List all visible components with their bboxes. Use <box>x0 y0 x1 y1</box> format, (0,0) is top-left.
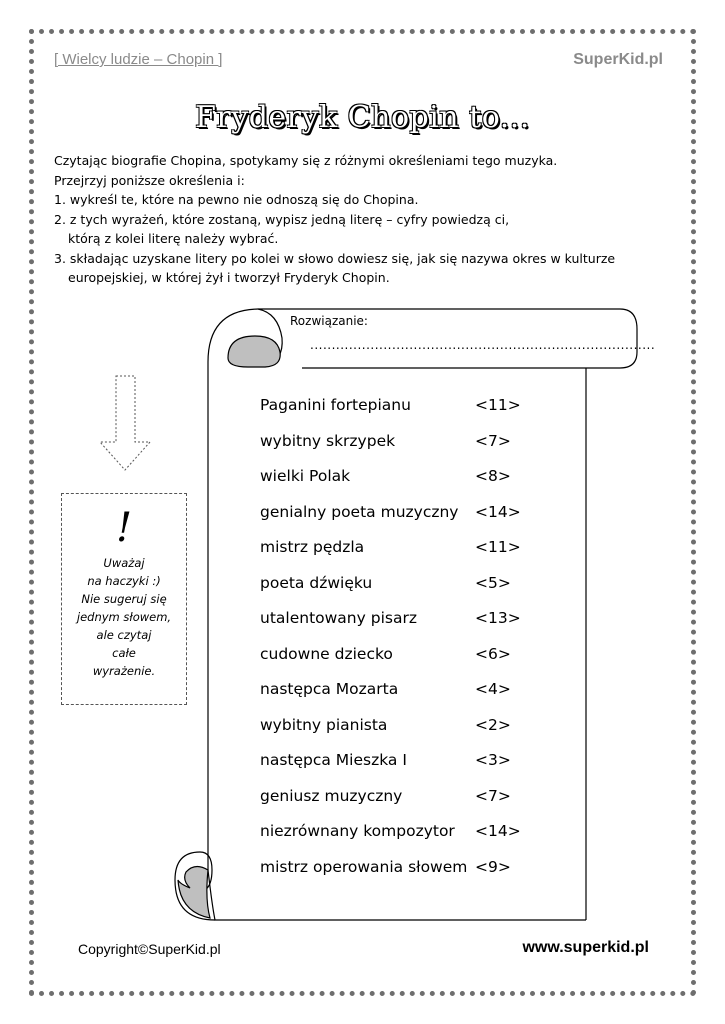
term: mistrz operowania słowem <box>260 857 468 876</box>
copyright: Copyright©SuperKid.pl <box>78 941 221 957</box>
letter-index: <9> <box>475 857 511 876</box>
term: niezrównany kompozytor <box>260 822 455 840</box>
letter-index: <5> <box>475 573 511 592</box>
series-link[interactable]: [ Wielcy ludzie – Chopin ] <box>54 51 223 68</box>
letter-index: <7> <box>475 431 511 450</box>
warning-line: Uważaj <box>103 556 145 570</box>
term: poeta dźwięku <box>260 573 373 592</box>
list-item[interactable] <box>260 751 550 781</box>
term: Paganini fortepianu <box>260 396 411 414</box>
term: mistrz pędzla <box>260 538 365 556</box>
list-item[interactable] <box>260 716 550 746</box>
term: cudowne dziecko <box>260 644 393 663</box>
list-item[interactable] <box>260 503 550 533</box>
term: następca Mozarta <box>260 680 399 698</box>
term: wybitny pianista <box>260 715 388 734</box>
letter-index: <14> <box>475 822 521 840</box>
letter-index: <4> <box>475 680 511 698</box>
page-title: Fryderyk Chopin to... <box>195 100 530 135</box>
term: genialny poeta muzyczny <box>260 502 459 521</box>
letter-index: <13> <box>475 609 521 627</box>
list-item[interactable] <box>260 432 550 462</box>
solution-label: Rozwiązanie: <box>290 314 368 328</box>
list-item[interactable] <box>260 396 550 426</box>
exclamation-icon: ! <box>115 505 133 551</box>
letter-index: <2> <box>475 715 511 734</box>
instruction-step-2-cont: którą z kolei literę należy wybrać. <box>68 231 279 246</box>
warning-line: na haczyki :) <box>87 574 161 588</box>
instruction-step-1: 1. wykreśl te, które na pewno nie odnoszą się do Chopina. <box>54 192 419 207</box>
letter-index: <7> <box>475 786 511 805</box>
warning-line: jednym słowem, <box>76 610 172 624</box>
term: wielki Polak <box>260 467 351 485</box>
term: geniusz muzyczny <box>260 786 403 805</box>
term: utalentowany pisarz <box>260 609 417 627</box>
list-item[interactable] <box>260 609 550 639</box>
warning-box <box>61 493 187 705</box>
list-item[interactable] <box>260 645 550 675</box>
letter-index: <14> <box>475 502 521 521</box>
letter-index: <11> <box>475 396 521 414</box>
warning-line: całe <box>112 646 136 660</box>
intro-line: Przejrzyj poniższe określenia i: <box>54 172 245 188</box>
letter-index: <11> <box>475 538 521 556</box>
letter-index: <6> <box>475 644 511 663</box>
solution-blank[interactable]: ................................................................................ <box>310 338 656 352</box>
brand-name: SuperKid.pl <box>573 51 663 68</box>
term: następca Mieszka I <box>260 751 407 769</box>
list-item[interactable] <box>260 822 550 852</box>
list-item[interactable] <box>260 538 550 568</box>
website-link[interactable]: www.superkid.pl <box>522 939 649 956</box>
intro-line: Czytając biografie Chopina, spotykamy się z różnymi określeniami tego muzyka. <box>54 153 558 168</box>
down-arrow-icon <box>100 376 150 470</box>
letter-index: <3> <box>475 751 511 769</box>
warning-text <box>62 554 186 680</box>
warning-line: Nie sugeruj się <box>81 592 167 606</box>
list-item[interactable] <box>260 787 550 817</box>
list-item[interactable] <box>260 467 550 497</box>
instruction-step-3-cont: europejskiej, w której żył i tworzył Fryderyk Chopin. <box>68 270 390 285</box>
list-item[interactable] <box>260 858 550 888</box>
term: wybitny skrzypek <box>260 431 396 450</box>
warning-line: ale czytaj <box>96 628 152 642</box>
list-item[interactable] <box>260 680 550 710</box>
letter-index: <8> <box>475 467 511 485</box>
warning-line: wyrażenie. <box>92 664 156 678</box>
instruction-step-2: 2. z tych wyrażeń, które zostaną, wypisz jedną literę – cyfry powiedzą ci, <box>54 211 510 227</box>
list-item[interactable] <box>260 574 550 604</box>
instruction-step-3: 3. składając uzyskane litery po kolei w słowo dowiesz się, jak się nazywa okres w kulturze <box>54 250 616 266</box>
